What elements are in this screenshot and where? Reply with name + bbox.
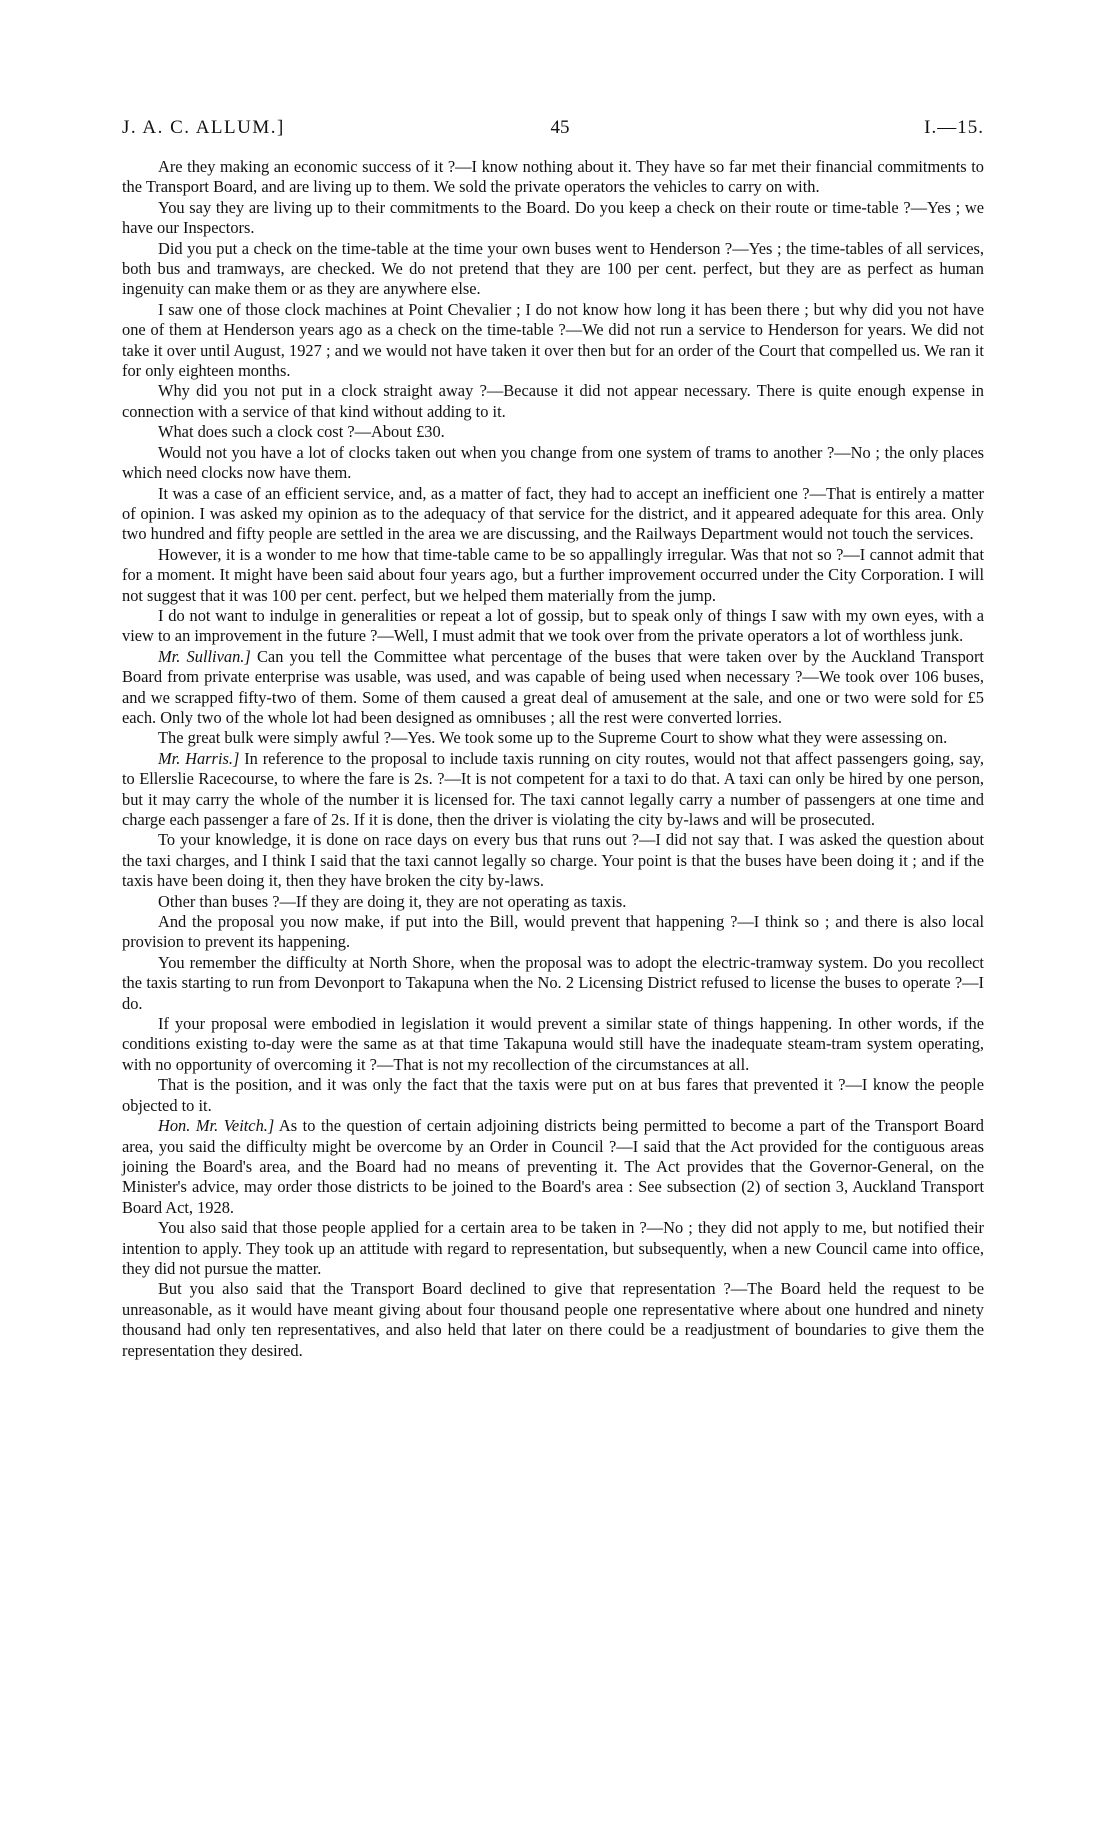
paragraph — [122, 1218, 984, 1279]
paragraph — [122, 381, 984, 422]
paragraph — [122, 912, 984, 953]
paragraph-text: What does such a clock cost ?—About £30. — [158, 422, 445, 442]
speaker-label: Hon. Mr. Veitch.] — [158, 1116, 275, 1136]
paragraph — [122, 728, 984, 748]
paragraph — [122, 1075, 984, 1116]
paragraph-text: The great bulk were simply awful ?—Yes. We took some up to the Supreme Court to show what they were assessing on. — [158, 728, 948, 748]
paragraph-text: In reference to the proposal to include taxis running on city routes, would not that affect passengers going, say, to Ellerslie Racecourse, to where the fare is 2s. ?—It is not competent for a taxi to do that. A taxi can only be hired by one person, but it may carry the whole of the number it is licensed for. The taxi cannot legally carry a number of passengers at one time and charge each passenger a fare of 2s. If it is done, then the driver is violating the city by-laws and will be prosecuted. — [122, 748, 984, 829]
paragraph — [122, 647, 984, 729]
paragraph — [122, 830, 984, 891]
paragraph-text: That is the position, and it was only the fact that the taxis were put on at bus fares that prevented it ?—I know the people objected to it. — [122, 1075, 984, 1115]
paragraph-text: I do not want to indulge in generalities or repeat a lot of gossip, but to speak only of things I saw with my own eyes, with a view to an improvement in the future ?—Well, I must admit that we took over from the private operators a lot of worthless junk. — [122, 605, 984, 646]
witness-name-header: J. A. C. ALLUM.] — [122, 117, 285, 138]
paragraph — [122, 1014, 984, 1075]
paragraph — [122, 443, 984, 484]
paragraph-text: You also said that those people applied for a certain area to be taken in ?—No ; they did not apply to me, but notified their intention to apply. They took up an attitude with regard to representation, but subsequently, when a new Council came into office, they did not pursue the matter. — [122, 1218, 984, 1278]
paragraph — [122, 484, 984, 545]
paragraph — [122, 953, 984, 1014]
paragraph — [122, 239, 984, 300]
paragraph-text: Would not you have a lot of clocks taken out when you change from one system of trams to another ?—No ; the only places which need clocks now have them. — [122, 442, 984, 483]
paragraph-text: It was a case of an efficient service, and, as a matter of fact, they had to accept an inefficient one ?—That is entirely a matter of opinion. I was asked my opinion as to the adequacy of that service for the district, and it appeared adequate for this area. Only two hundred and fifty people are settled in the area we are discussing, and the Railways Department would not touch the services. — [122, 483, 984, 544]
paragraph-text: Are they making an economic success of it ?—I know nothing about it. They have so far met their financial commitments to the Transport Board, and are living up to them. We sold the private operators the vehicles to carry on with. — [122, 157, 984, 197]
paragraph — [122, 606, 984, 647]
paragraph-text: And the proposal you now make, if put into the Bill, would prevent that happening ?—I think so ; and there is also local provision to prevent its happening. — [122, 912, 984, 952]
paragraph-text: I saw one of those clock machines at Point Chevalier ; I do not know how long it has been there ; but why did you not have one of them at Henderson years ago as a check on the time-table ?—We did not run a service to Henderson for years. We did not take it over until August, 1927 ; and we would not have taken it over then but for an order of the Court that compelled us. We ran it for only eighteen months. — [122, 299, 984, 381]
paragraph — [122, 1116, 984, 1218]
paragraph-text: Why did you not put in a clock straight away ?—Because it did not appear necessary. There is quite enough expense in connection with a service of that kind without adding to it. — [122, 381, 984, 421]
paragraph-text: You say they are living up to their commitments to the Board. Do you keep a check on their route or time-table ?—Yes ; we have our Inspectors. — [122, 197, 984, 238]
paragraph — [122, 892, 984, 912]
paragraph — [122, 198, 984, 239]
paragraph-text: But you also said that the Transport Board declined to give that representation ?—The Board held the request to be unreasonable, as it would have meant giving about four thousand people one representative where about one hundred and ninety thousand had only ten representatives, and also held that later on there could be a readjustment of boundaries to give them the representation they desired. — [122, 1279, 984, 1360]
paragraph — [122, 300, 984, 382]
paragraph-text: To your knowledge, it is done on race days on every bus that runs out ?—I did not say that. I was asked the question about the taxi charges, and I think I said that the taxi cannot legally so charge. Your point is that the buses have been doing it ; and if the taxis have been doing it, then they have broken the city by-laws. — [122, 830, 984, 891]
paragraph-text: As to the question of certain adjoining districts being permitted to become a part of the Transport Board area, you said the difficulty might be overcome by an Order in Council ?—I said that the Act provided for the contiguous areas joining the Board's area, and the Board had no means of preventing it. The Act provides that the Governor-General, on the Minister's advice, may order those districts to be joined to the Board's area : See subsection (2) of section 3, Auckland Transport Board Act, 1928. — [122, 1116, 984, 1217]
paragraph-text: However, it is a wonder to me how that time-table came to be so appallingly irregular. Was that not so ?—I cannot admit that for a moment. It might have been said about four years ago, but a further improvement occurred under the City Corporation. I will not suggest that it was 100 per cent. perfect, but we helped them materially from the jump. — [122, 544, 984, 605]
paragraph — [122, 422, 984, 442]
speaker-label: Mr. Harris.] — [158, 748, 240, 768]
paragraph — [122, 749, 984, 831]
document-reference: I.—15. — [924, 117, 984, 138]
paragraph — [122, 1279, 984, 1361]
paragraph-text: If your proposal were embodied in legislation it would prevent a similar state of things happening. In other words, if the conditions existing to-day were the same as at that time Takapuna would still have the inadequate steam-tram system operating, with no opportunity of overcoming it ?—That is not my recollection of the circumstances at all. — [122, 1014, 984, 1074]
speaker-label: Mr. Sullivan.] — [158, 646, 251, 666]
paragraph — [122, 157, 984, 198]
page-number: 45 — [550, 117, 570, 138]
paragraph — [122, 545, 984, 606]
paragraph-text: Did you put a check on the time-table at the time your own buses went to Henderson ?—Yes ; the time-tables of all services, both bus and tramways, are checked. We do not pretend that they are 100 per cent. perfect, but they are as perfect as human ingenuity can make them or as they are anywhere else. — [122, 238, 984, 299]
page-header — [122, 117, 984, 145]
paragraph-text: Can you tell the Committee what percentage of the buses that were taken over by the Auckland Transport Board from private enterprise was usable, was used, and was capable of being used when necessary ?—We took over 106 buses, and we scrapped fifty-two of them. Some of them caused a great deal of amusement at the sale, and one or two were sold for £5 each. Only two of the whole lot had been designed as omnibuses ; all the rest were converted lorries. — [122, 646, 984, 727]
paragraph-text: You remember the difficulty at North Shore, when the proposal was to adopt the electric-tramway system. Do you recollect the taxis starting to run from Devonport to Takapuna when the No. 2 Licensing District refused to license the buses to operate ?—I do. — [122, 952, 984, 1013]
paragraph-text: Other than buses ?—If they are doing it, they are not operating as taxis. — [158, 891, 627, 911]
document-body — [122, 157, 984, 1361]
